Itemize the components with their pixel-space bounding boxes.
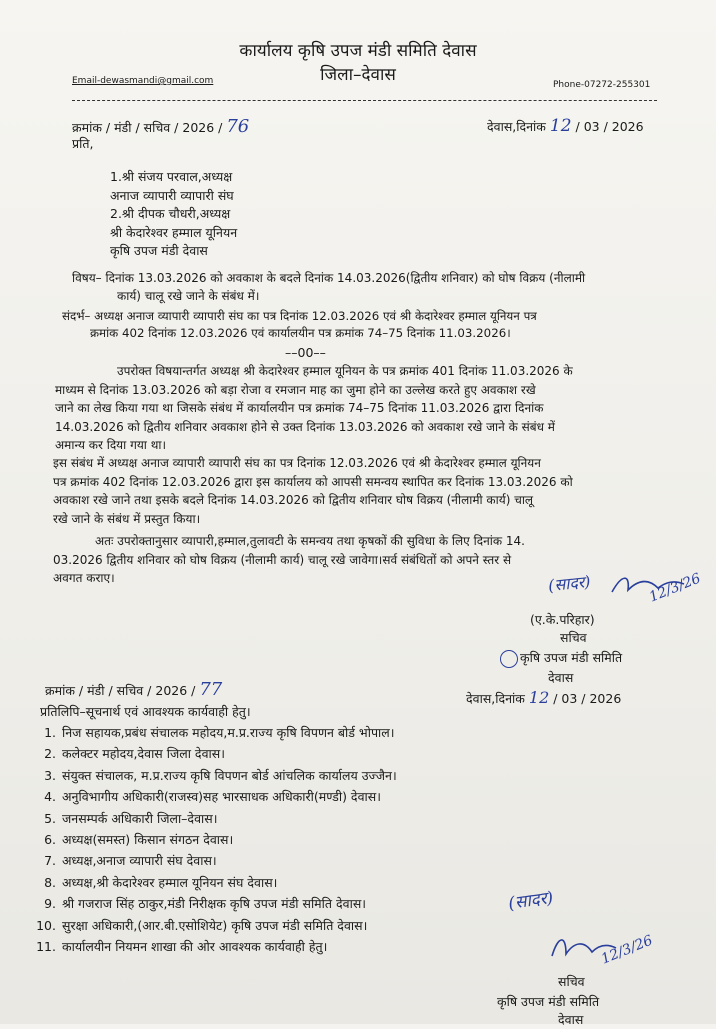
letter2-date-rest: / 03 / 2026: [553, 691, 622, 706]
cc-item: [32, 850, 397, 871]
letter2-date-day: 12: [528, 688, 550, 707]
para-line: उपरोक्त विषयान्तर्गत अध्यक्ष श्री केदारेश्वर हम्माल यूनियन के पत्र क्रमांक 401 दिनांक 11.03.2026 के: [117, 364, 573, 378]
para-line: 03.2026 द्वितीय शनिवार को घोष विक्रय (नीलामी कार्य) चालू रखे जावेगा।सर्व संबंधितों को अपने स्तर से: [53, 552, 512, 567]
cc-item-number: 8.: [44, 874, 56, 890]
paragraph-1: [55, 362, 667, 455]
cc-item: [32, 765, 397, 786]
signatory-post-2: सचिव: [558, 974, 585, 989]
cc-item-number: 5.: [44, 810, 56, 826]
para-line: अमान्य कर दिया गया था।: [55, 438, 167, 452]
cc-item: [32, 829, 397, 850]
signatory-name: (ए.के.परिहार): [530, 612, 595, 627]
cc-list: [32, 722, 397, 957]
cc-item-text: संयुक्त संचालक, म.प्र.राज्य कृषि विपणन बोर्ड आंचलिक कार्यालय उज्जैन।: [62, 767, 397, 783]
cc-item: [32, 722, 397, 743]
recipient-line: अनाज व्यापारी व्यापारी संघ: [110, 187, 234, 203]
letter2-ref-number: 77: [199, 679, 223, 700]
letter1-date-rest: / 03 / 2026: [575, 119, 644, 134]
handwritten-note: (सादर): [547, 571, 592, 596]
cc-item-text: निज सहायक,प्रबंध संचालक महोदय,म.प्र.राज्य कृषि विपणन बोर्ड भोपाल।: [62, 725, 395, 740]
letter2-ref: [45, 680, 222, 700]
phone-number: Phone-07272-255301: [553, 80, 651, 90]
recipient-line: कृषि उपज मंडी देवास: [110, 243, 208, 258]
para-line: अवगत कराए।: [53, 571, 115, 585]
cc-item-number: 3.: [44, 767, 56, 783]
cc-item: [32, 808, 397, 829]
reference-line: क्रमांक 402 दिनांक 12.03.2026 एवं कार्यालयीन पत्र क्रमांक 74–75 दिनांक 11.03.2026।: [90, 325, 511, 340]
cc-item-text: कलेक्टर महोदय,देवास जिला देवास।: [62, 746, 225, 762]
cc-item: [32, 786, 397, 807]
cc-item-text: अध्यक्ष(समस्त) किसान संगठन देवास।: [62, 832, 234, 848]
letter1-ref-prefix: क्रमांक / मंडी / सचिव / 2026 /: [72, 120, 223, 135]
subject-block: [72, 269, 672, 305]
letter1-date-day: 12: [549, 116, 572, 136]
signature-date: 12/3/26: [646, 570, 704, 606]
letter1-date: [487, 117, 644, 136]
cc-item-text: सुरक्षा अधिकारी,(आर.बी.एसोशियेट) कृषि उपज मंडी समिति देवास।: [62, 917, 368, 933]
signature-date-2: 12/3/26: [598, 932, 656, 968]
cc-item-text: अनुविभागीय अधिकारी(राजस्व)सह भारसाधक अधिकारी(मण्डी) देवास।: [62, 789, 381, 805]
para-line: इस संबंध में अध्यक्ष अनाज व्यापारी व्यापारी संघ का पत्र दिनांक 12.03.2026 एवं श्री केदारेश्वर हम्माल यूनियन: [53, 456, 541, 470]
cc-item-text: कार्यालयीन नियमन शाखा की ओर आवश्यक कार्यवाही हेतु।: [62, 939, 328, 955]
paragraph-2: [53, 454, 667, 528]
subject-line: कार्य) चालू रखे जाने के संबंध में।: [117, 289, 260, 303]
para-line: 14.03.2026 को द्वितीय शनिवार अवकाश होने से उक्त दिनांक 13.03.2026 को अवकाश रखे जाने के संबंध में: [55, 419, 555, 434]
cc-item-number: 1.: [44, 725, 56, 740]
separator-mark: ––00––: [285, 345, 326, 360]
subject-line: विषय– दिनांक 13.03.2026 को अवकाश के बदले दिनांक 14.03.2026(द्वितीय शनिवार) को घोष विक्रय (नीलामी: [72, 271, 586, 285]
signatory-org: [500, 648, 622, 668]
cc-item: [32, 936, 397, 957]
para-line: अवकाश रखे जाने तथा इसके बदले दिनांक 14.03.2026 को द्वितीय शनिवार घोष विक्रय (नीलामी कार्य) चालू: [53, 493, 534, 507]
cc-item-number: 6.: [44, 832, 56, 848]
letter1-date-label: देवास,दिनांक: [487, 119, 546, 134]
seal-icon: [500, 650, 518, 668]
cc-item: [32, 893, 397, 914]
district-title: जिला–देवास: [320, 65, 396, 85]
para-line: रखे जाने के संबंध में प्रस्तुत किया।: [53, 511, 201, 526]
recipient-line: 2.श्री दीपक चौधरी,अध्यक्ष: [110, 206, 231, 221]
reference-block: [62, 308, 672, 341]
letter2-ref-prefix: क्रमांक / मंडी / सचिव / 2026 /: [45, 683, 196, 698]
cc-item: [32, 872, 397, 893]
signatory-place: देवास: [548, 670, 574, 685]
letter1-ref-number: 76: [226, 116, 250, 137]
signatory-org-2: कृषि उपज मंडी समिति: [497, 994, 600, 1009]
cc-item-number: 11.: [36, 939, 56, 955]
cc-intro: प्रतिलिपि–सूचनार्थ एवं आवश्यक कार्यवाही हेतु।: [40, 704, 251, 719]
cc-item-text: अध्यक्ष,अनाज व्यापारी संघ देवास।: [62, 853, 217, 869]
email-address: Email-dewasmandi@gmail.com: [72, 76, 214, 86]
signatory-post: सचिव: [560, 630, 587, 645]
cc-item-number: 10.: [36, 917, 56, 933]
para-line: अतः उपरोक्तानुसार व्यापारी,हम्माल,तुलावटी के समन्वय तथा कृषकों की सुविधा के लिए दिनांक 14.: [95, 534, 525, 548]
cc-item-number: 9.: [44, 896, 56, 912]
cc-item-number: 7.: [44, 853, 56, 869]
cc-item: [32, 915, 397, 936]
recipient-line: 1.श्री संजय परवाल,अध्यक्ष: [110, 169, 233, 184]
reference-line: संदर्भ– अध्यक्ष अनाज व्यापारी व्यापारी संघ का पत्र दिनांक 12.03.2026 एवं श्री केदारेश्वर हम्माल यूनियन पत्र: [62, 309, 537, 323]
header-divider: [72, 100, 657, 101]
recipient-line: श्री केदारेश्वर हम्माल यूनियन: [110, 224, 238, 240]
cc-item-text: जनसम्पर्क अधिकारी जिला–देवास।: [62, 810, 218, 826]
para-line: माध्यम से दिनांक 13.03.2026 को बड़ा रोजा व रमजान माह का जुमा होने का उल्लेख करते हुए अवकाश रखे: [55, 382, 536, 397]
letter1-prati: प्रति,: [72, 136, 94, 151]
para-line: पत्र क्रमांक 402 दिनांक 12.03.2026 द्वारा इस कार्यालय को आपसी समन्वय स्थापित कर दिनांक 13.03.2026 को: [53, 474, 573, 489]
letter2-date: [466, 688, 621, 708]
signatory-org-text: कृषि उपज मंडी समिति: [520, 650, 623, 665]
office-title: कार्यालय कृषि उपज मंडी समिति देवास: [239, 41, 477, 61]
letter1-ref: [72, 117, 249, 137]
signatory-place-2: देवास: [558, 1012, 584, 1027]
recipient-block: [110, 168, 237, 261]
cc-item-text: श्री गजराज सिंह ठाकुर,मंडी निरीक्षक कृषि उपज मंडी समिति देवास।: [62, 896, 367, 912]
handwritten-note-2: (सादर): [507, 887, 555, 915]
cc-item-number: 2.: [44, 746, 56, 762]
cc-item: [32, 743, 397, 764]
para-line: जाने का लेख किया गया था जिसके संबंध में कार्यालयीन पत्र क्रमांक 74–75 दिनांक 11.03.2026 द्वारा दिनांक: [55, 401, 544, 415]
letter2-date-label: देवास,दिनांक: [466, 691, 525, 706]
cc-item-number: 4.: [44, 789, 56, 805]
cc-item-text: अध्यक्ष,श्री केदारेश्वर हम्माल यूनियन संघ देवास।: [62, 874, 278, 890]
